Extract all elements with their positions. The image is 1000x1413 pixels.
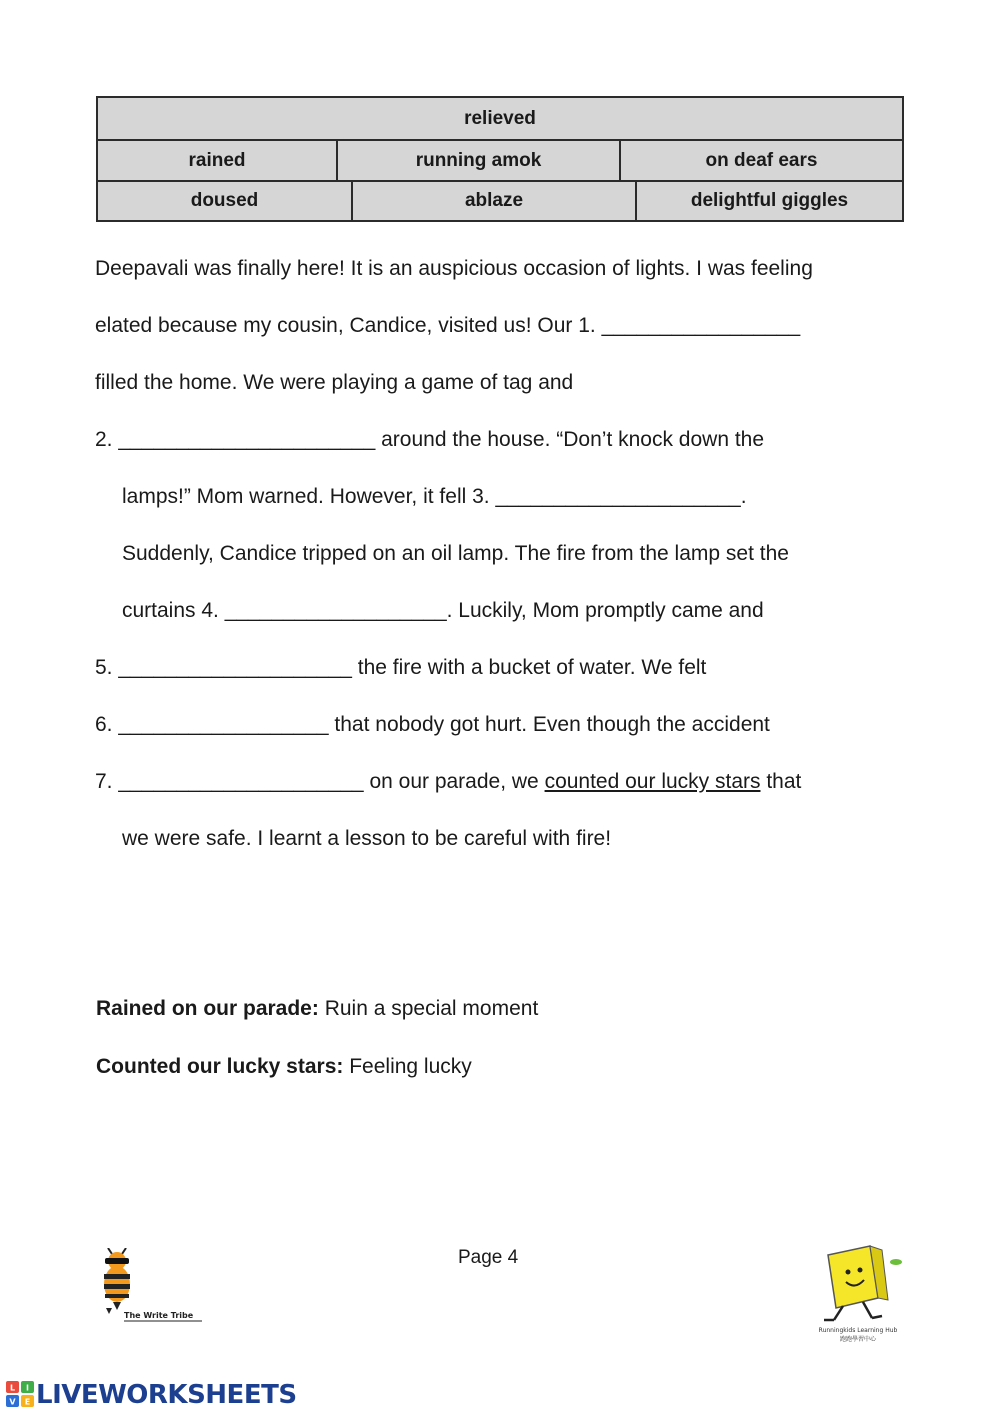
- book-logo-text: Runningkids Learning Hub: [818, 1327, 898, 1334]
- underlined-idiom: counted our lucky stars: [544, 770, 761, 793]
- bee-logo-text: The Write Tribe: [124, 1311, 194, 1320]
- word-bank-cell: relieved: [464, 107, 536, 129]
- passage-line: lamps!” Mom warned. However, it fell 3. _____________________.: [122, 485, 747, 508]
- passage-line: 2. ______________________ around the house. “Don’t knock down the: [95, 428, 765, 451]
- definition-meaning: Feeling lucky: [343, 1055, 472, 1078]
- liveworksheets-brand: [6, 1378, 297, 1412]
- passage-text: that: [760, 770, 802, 793]
- passage-line: [95, 769, 801, 795]
- liveworksheets-wordmark[interactable]: LIVEWORKSHEETS: [36, 1380, 297, 1410]
- svg-text:I: I: [26, 1383, 29, 1393]
- passage-line: Suddenly, Candice tripped on an oil lamp. The fire from the lamp set the: [122, 542, 789, 565]
- word-bank-row: [98, 98, 902, 141]
- definition-counted-lucky-stars: [96, 1055, 472, 1079]
- word-bank-cell: doused: [190, 190, 259, 211]
- passage-line: elated because my cousin, Candice, visited us! Our 1. _________________: [95, 314, 801, 337]
- passage-line: 5. ____________________ the fire with a bucket of water. We felt: [95, 656, 707, 679]
- definition-term: Counted our lucky stars:: [96, 1055, 344, 1078]
- passage-line: Deepavali was finally here! It is an auspicious occasion of lights. I was feeling: [95, 257, 813, 280]
- definition-rained-on-parade: [96, 997, 538, 1021]
- word-bank-cell: on deaf ears: [619, 141, 902, 180]
- page-number: Page 4: [458, 1247, 519, 1268]
- word-bank-cell: delightful giggles: [635, 182, 902, 220]
- passage-text: 7. _____________________ on our parade, we: [95, 770, 545, 793]
- definition-meaning: Ruin a special moment: [318, 997, 539, 1020]
- passage-line: 6. __________________ that nobody got hurt. Even though the accident: [95, 713, 770, 736]
- word-bank-cell: ablaze: [351, 182, 635, 220]
- book-logo-text-cn: 跑跑學習中心: [839, 1336, 877, 1343]
- word-bank-cell: running amok: [336, 141, 619, 180]
- write-tribe-bee-logo: [96, 1248, 211, 1328]
- passage-line: curtains 4. ___________________. Luckily, Mom promptly came and: [122, 599, 764, 622]
- word-bank-table: [96, 96, 904, 222]
- svg-text:V: V: [9, 1397, 16, 1407]
- runningkids-book-logo: [808, 1240, 908, 1345]
- word-bank-row: [98, 182, 902, 220]
- word-bank-cell: rained: [188, 149, 246, 171]
- word-bank-row: [98, 141, 902, 182]
- svg-text:E: E: [24, 1397, 31, 1407]
- liveworksheets-blocks-icon: [6, 1381, 36, 1409]
- definition-term: Rained on our parade:: [96, 997, 319, 1020]
- passage-line: we were safe. I learnt a lesson to be careful with fire!: [122, 827, 612, 850]
- svg-text:L: L: [9, 1383, 16, 1393]
- passage-line: filled the home. We were playing a game of tag and: [95, 371, 574, 394]
